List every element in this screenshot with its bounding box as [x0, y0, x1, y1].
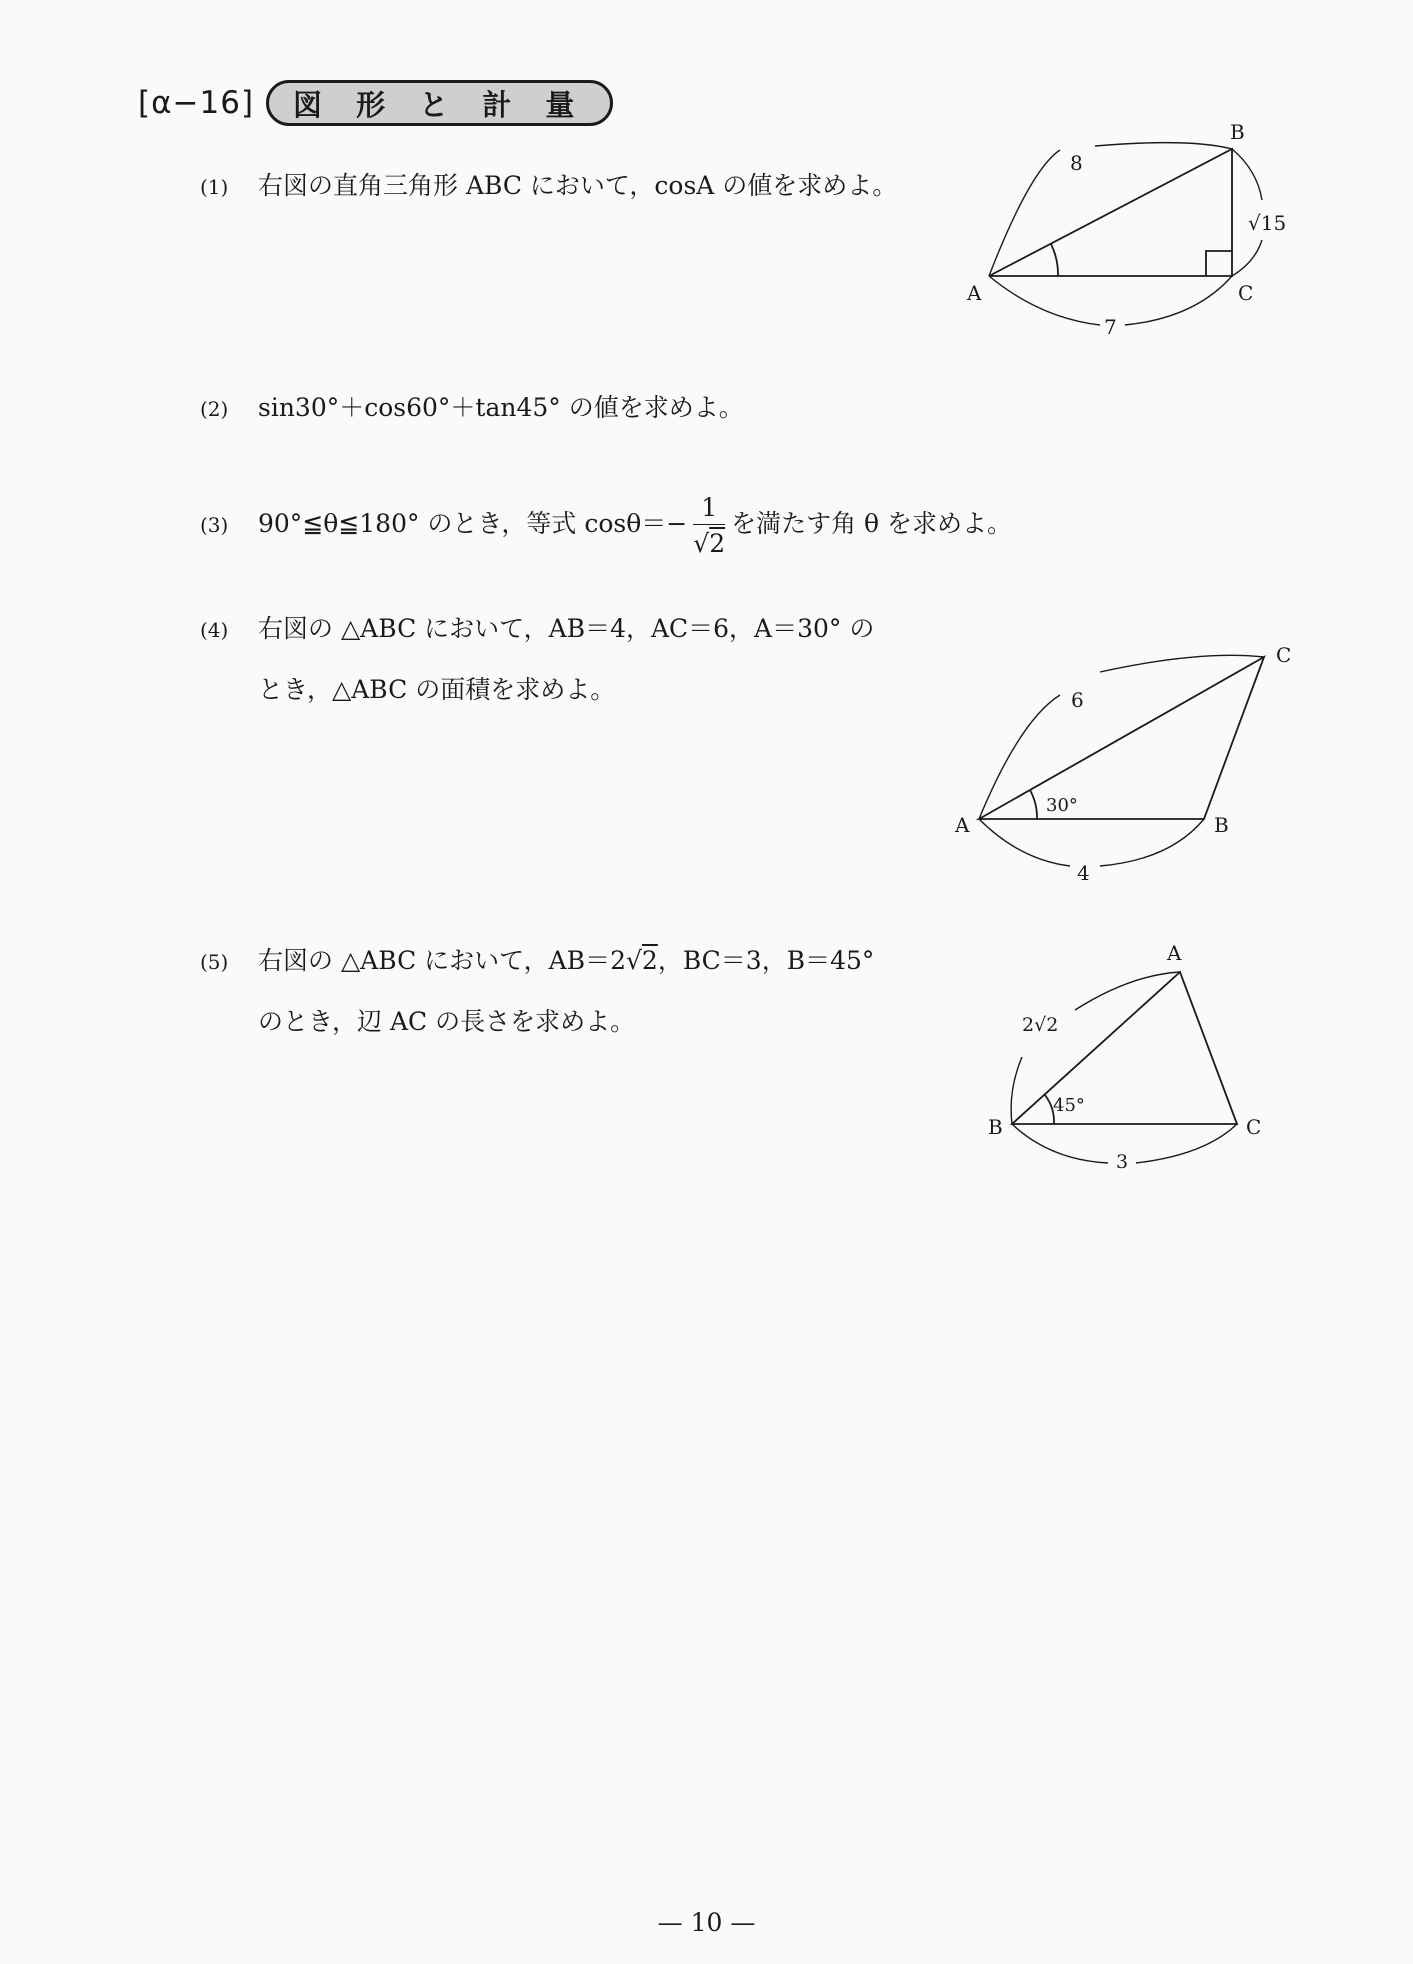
length-arc-ac: [989, 276, 1100, 325]
side-label-ac: 7: [1104, 315, 1117, 339]
problem-text-line1-post: ，BC＝3，B＝45°: [657, 946, 875, 975]
vertex-label-b: B: [988, 1115, 1003, 1139]
length-arc-ab: [979, 819, 1070, 866]
problem-text: 右図の直角三角形 ABC において，cosA の値を求めよ。: [258, 171, 898, 200]
side-label-ab: 2√2: [1022, 1014, 1059, 1036]
figure-1-right-triangle: [989, 143, 1262, 325]
angle-arc-a: [1030, 790, 1037, 819]
length-arc-ab: [1011, 1057, 1022, 1124]
problem-text-pre: 90°≦θ≦180° のとき，等式 cosθ＝−: [258, 509, 688, 538]
vertex-label-b: B: [1214, 813, 1229, 837]
angle-label-b: 45°: [1053, 1095, 1085, 1116]
section-code: [α−16]: [138, 85, 255, 121]
side-label-ab: 8: [1070, 151, 1083, 175]
problem-number: (2): [200, 397, 229, 421]
angle-arc-a: [1051, 244, 1058, 276]
vertex-label-a: A: [955, 813, 970, 837]
length-arc-bc: [1232, 240, 1262, 276]
radical: √2: [625, 946, 658, 975]
vertex-label-c: C: [1238, 281, 1254, 305]
side-label-bc: √15: [1248, 211, 1287, 235]
problem-text: sin30°＋cos60°＋tan45° の値を求めよ。: [258, 393, 744, 422]
fraction-denominator: √2: [693, 529, 726, 558]
vertex-label-c: C: [1276, 643, 1292, 667]
length-arc-ab: [1095, 143, 1232, 149]
vertex-label-a: A: [967, 281, 982, 305]
right-angle-mark: [1206, 251, 1232, 276]
length-arc-ac: [1100, 655, 1264, 672]
length-arc-bc: [1136, 1124, 1237, 1163]
vertex-label-c: C: [1246, 1115, 1262, 1139]
length-arc-ab: [1075, 972, 1180, 1010]
problem-number: (3): [200, 513, 229, 537]
radicand: 2: [709, 529, 726, 558]
length-arc-bc: [1012, 1124, 1108, 1163]
fraction-numerator: 1: [693, 495, 725, 525]
side-label-bc: 3: [1116, 1151, 1129, 1173]
triangle-abc: [979, 657, 1264, 819]
vertex-label-b: B: [1230, 120, 1245, 144]
radicand: 2: [641, 946, 658, 975]
problem-text-post: を満たす角 θ を求めよ。: [731, 509, 1013, 538]
triangle-abc: [1012, 972, 1237, 1124]
vertex-label-a: A: [1167, 941, 1182, 965]
triangle-abc: [989, 149, 1232, 276]
length-arc-bc: [1232, 149, 1262, 200]
side-label-ac: 6: [1071, 688, 1084, 712]
length-arc-ab: [1100, 819, 1204, 866]
page-number: — 10 —: [657, 1908, 756, 1937]
problem-number: (1): [200, 175, 229, 199]
problem-number: (4): [200, 618, 229, 642]
figure-3-triangle: [1011, 972, 1237, 1163]
length-arc-ac: [1125, 276, 1232, 325]
problem-text-line1: 右図の △ABC において，AB＝4，AC＝6，A＝30° の: [258, 614, 875, 643]
problem-text-line2: とき，△ABC の面積を求めよ。: [258, 675, 616, 704]
side-label-ab: 4: [1077, 861, 1090, 885]
problem-text-line2: のとき，辺 AC の長さを求めよ。: [258, 1007, 636, 1036]
problem-number: (5): [200, 950, 229, 974]
angle-label-a: 30°: [1046, 795, 1078, 816]
topic-badge: 図 形 と 計 量: [266, 80, 613, 126]
problem-text-line1-pre: 右図の △ABC において，AB＝2: [258, 946, 626, 975]
